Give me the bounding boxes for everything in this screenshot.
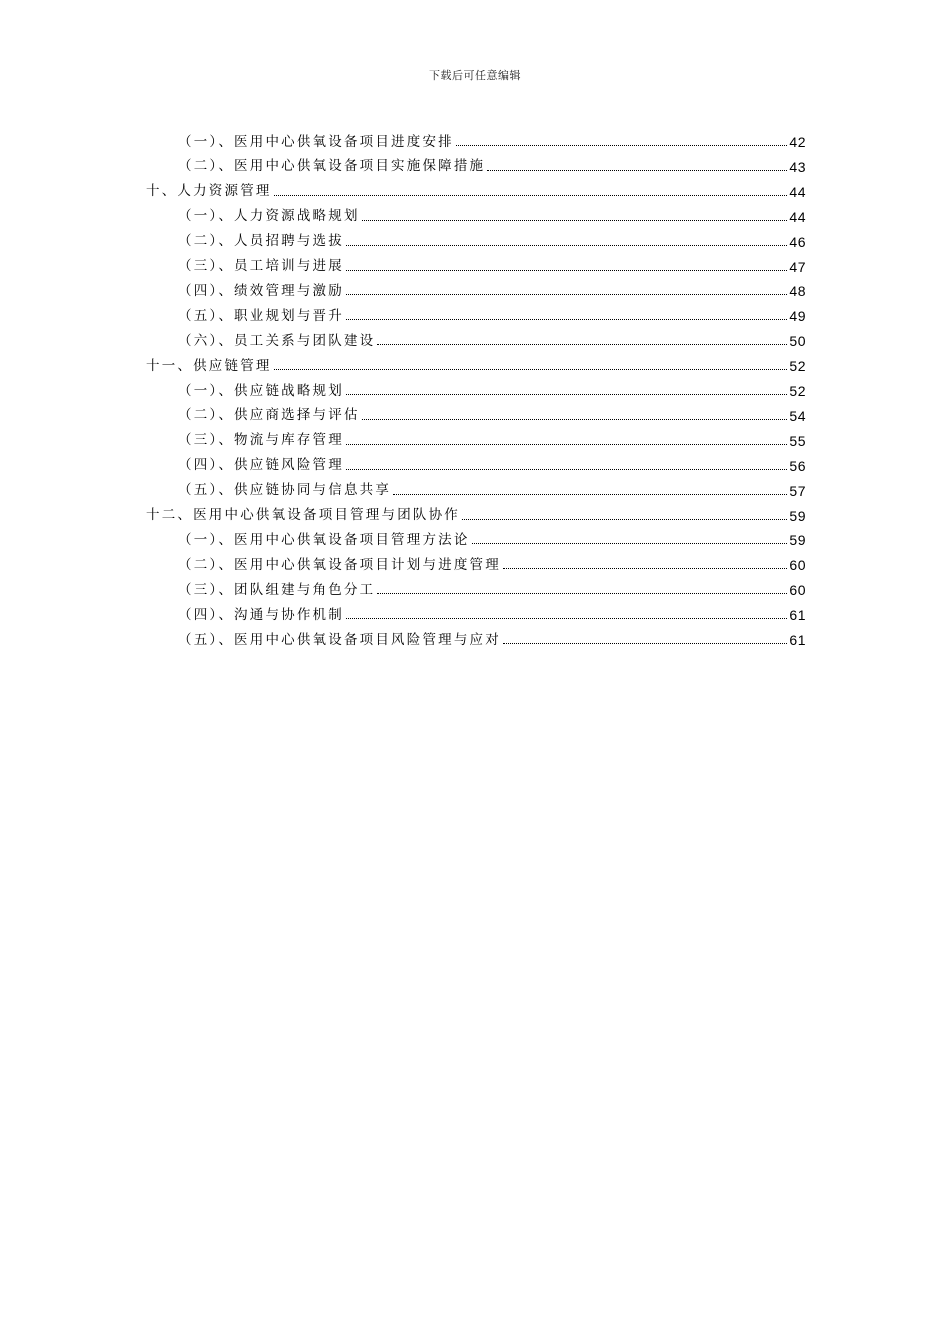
toc-dot-leader xyxy=(346,319,787,320)
toc-chapter-entry[interactable] xyxy=(146,175,806,199)
toc-dot-leader xyxy=(362,220,788,221)
toc-section-entry[interactable] xyxy=(178,474,806,498)
toc-page-number: 46 xyxy=(789,233,806,250)
toc-entry-title: 十、人力资源管理 xyxy=(146,183,272,200)
toc-dot-leader xyxy=(472,543,788,544)
toc-entry-title: （一）、医用中心供氧设备项目管理方法论 xyxy=(178,531,470,548)
toc-entry-title: （四）、沟通与协作机制 xyxy=(178,606,344,623)
toc-page-number: 59 xyxy=(789,532,806,549)
toc-dot-leader xyxy=(346,444,787,445)
toc-entry-title: （二）、人员招聘与选拔 xyxy=(178,233,344,250)
toc-section-entry[interactable] xyxy=(178,200,806,224)
toc-page-number: 61 xyxy=(789,607,806,624)
toc-dot-leader xyxy=(377,344,787,345)
toc-dot-leader xyxy=(456,145,788,146)
toc-page-number: 49 xyxy=(789,308,806,325)
toc-page-number: 57 xyxy=(789,482,806,499)
toc-entry-title: （三）、员工培训与进展 xyxy=(178,258,344,274)
toc-section-entry[interactable] xyxy=(178,250,806,274)
toc-dot-leader xyxy=(377,593,787,594)
toc-entry-title: 十一、供应链管理 xyxy=(146,357,272,374)
toc-section-entry[interactable] xyxy=(178,274,806,298)
page-header: 下载后可任意编辑 xyxy=(429,69,521,82)
toc-page-number: 44 xyxy=(789,208,806,225)
toc-section-entry[interactable] xyxy=(178,523,806,547)
toc-dot-leader xyxy=(462,519,787,520)
toc-page-number: 60 xyxy=(789,582,806,599)
toc-section-entry[interactable] xyxy=(178,225,806,249)
toc-section-entry[interactable] xyxy=(178,598,806,622)
toc-page-number: 54 xyxy=(789,407,806,424)
toc-section-entry[interactable] xyxy=(178,299,806,323)
toc-section-entry[interactable] xyxy=(178,449,806,473)
toc-page-number: 43 xyxy=(789,158,806,175)
toc-entry-title: （一）、人力资源战略规划 xyxy=(178,208,360,225)
toc-entry-title: （一）、供应链战略规划 xyxy=(178,382,344,399)
toc-entry-title: （一）、医用中心供氧设备项目进度安排 xyxy=(178,133,454,150)
toc-dot-leader xyxy=(274,195,788,196)
toc-chapter-entry[interactable] xyxy=(146,349,806,373)
toc-section-entry[interactable] xyxy=(178,548,806,572)
toc-dot-leader xyxy=(274,369,788,370)
toc-entry-title: （五）、职业规划与晋升 xyxy=(178,307,344,324)
toc-section-entry[interactable] xyxy=(178,424,806,448)
toc-dot-leader xyxy=(346,394,787,395)
toc-page-number: 48 xyxy=(789,283,806,300)
toc-dot-leader xyxy=(393,494,787,495)
toc-page-number: 56 xyxy=(789,457,806,474)
toc-dot-leader xyxy=(503,568,787,569)
toc-entry-title: （四）、供应链风险管理 xyxy=(178,457,344,474)
toc-section-entry[interactable] xyxy=(178,374,806,398)
toc-section-entry[interactable] xyxy=(178,399,806,423)
toc-dot-leader xyxy=(346,245,787,246)
toc-entry-title: （四）、绩效管理与激励 xyxy=(178,282,344,299)
toc-section-entry[interactable] xyxy=(178,125,806,149)
toc-entry-title: 十二、医用中心供氧设备项目管理与团队协作 xyxy=(146,507,460,523)
toc-page-number: 47 xyxy=(789,258,806,275)
toc-entry-title: （二）、供应商选择与评估 xyxy=(178,407,360,424)
toc-entry-title: （五）、供应链协同与信息共享 xyxy=(178,482,392,499)
toc-entry-title: （六）、员工关系与团队建设 xyxy=(178,332,376,349)
toc-entry-title: （五）、医用中心供氧设备项目风险管理与应对 xyxy=(178,631,501,648)
toc-page-number: 50 xyxy=(789,333,806,350)
toc-section-entry[interactable] xyxy=(178,623,806,647)
toc-dot-leader xyxy=(346,618,787,619)
toc-section-entry[interactable] xyxy=(178,573,806,597)
toc-page-number: 52 xyxy=(789,383,806,399)
toc-section-entry[interactable] xyxy=(178,324,806,348)
toc-chapter-entry[interactable] xyxy=(146,499,806,523)
toc-entry-title: （三）、物流与库存管理 xyxy=(178,432,344,449)
toc-page-number: 55 xyxy=(789,432,806,449)
toc-dot-leader xyxy=(487,170,787,171)
toc-dot-leader xyxy=(346,469,787,470)
toc-page-number: 61 xyxy=(789,632,806,648)
toc-page-number: 44 xyxy=(789,183,806,200)
toc-dot-leader xyxy=(362,419,788,420)
toc-dot-leader xyxy=(346,270,787,271)
toc-dot-leader xyxy=(503,643,787,644)
toc-page-number: 42 xyxy=(789,134,806,150)
toc-entry-title: （二）、医用中心供氧设备项目计划与进度管理 xyxy=(178,556,501,573)
toc-page-number: 52 xyxy=(789,358,806,375)
toc-section-entry[interactable] xyxy=(178,150,806,174)
toc-dot-leader xyxy=(346,294,787,295)
toc-page-number: 60 xyxy=(789,557,806,574)
toc-entry-title: （三）、团队组建与角色分工 xyxy=(178,581,376,598)
toc-page-number: 59 xyxy=(789,507,806,524)
toc-entry-title: （二）、医用中心供氧设备项目实施保障措施 xyxy=(178,158,486,175)
